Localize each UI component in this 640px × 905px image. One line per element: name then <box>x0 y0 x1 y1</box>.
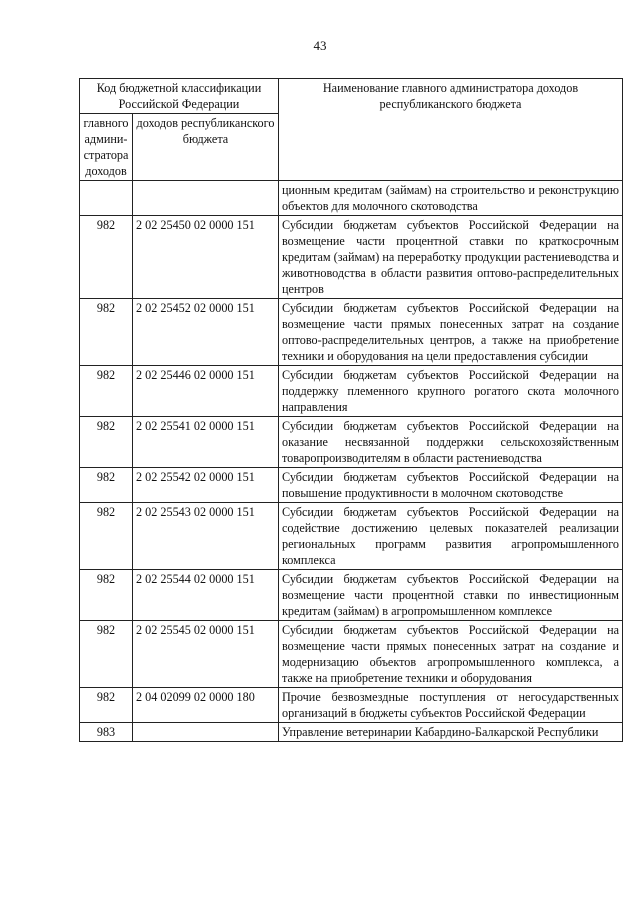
cell-code: 2 02 25542 02 0000 151 <box>133 468 279 503</box>
cell-code: 2 02 25541 02 0000 151 <box>133 417 279 468</box>
cell-admin: 982 <box>80 570 133 621</box>
table-row <box>80 216 623 299</box>
table-row <box>80 503 623 570</box>
cell-code: 2 02 25543 02 0000 151 <box>133 503 279 570</box>
table-row <box>80 621 623 688</box>
cell-admin: 982 <box>80 688 133 723</box>
table-row <box>80 417 623 468</box>
table-row <box>80 366 623 417</box>
header-classification-code: Код бюджетной классификации Российской Федерации <box>80 79 279 114</box>
cell-admin: 982 <box>80 216 133 299</box>
table-row <box>80 468 623 503</box>
cell-admin: 982 <box>80 417 133 468</box>
cell-admin: 982 <box>80 621 133 688</box>
cell-name: Субсидии бюджетам субъектов Российской Федерации на повышение продуктивности в молочном скотоводстве <box>279 468 623 503</box>
cell-admin: 982 <box>80 299 133 366</box>
cell-name: Субсидии бюджетам субъектов Российской Федерации на возмещение части прямых понесенных затрат на создание оптово-распределительных центров, а также на приобретение техники и оборудования на цели предоставления субсидии <box>279 299 623 366</box>
table-header-row <box>80 79 623 114</box>
cell-admin: 982 <box>80 366 133 417</box>
cell-code <box>133 181 279 216</box>
cell-name: ционным кредитам (займам) на строительство и реконструкцию объектов для молочного скотоводства <box>279 181 623 216</box>
header-administrator-name: Наименование главного администратора доходов республиканского бюджета <box>279 79 623 181</box>
cell-name: Субсидии бюджетам субъектов Российской Федерации на содействие достижению целевых показателей реализации региональных программ развития агропромышленного комплекса <box>279 503 623 570</box>
cell-code: 2 02 25544 02 0000 151 <box>133 570 279 621</box>
header-revenue: доходов республиканского бюджета <box>133 114 279 181</box>
cell-admin: 983 <box>80 723 133 742</box>
cell-admin <box>80 181 133 216</box>
header-main-administrator: главного админи-стратора доходов <box>80 114 133 181</box>
table-row <box>80 299 623 366</box>
cell-code: 2 04 02099 02 0000 180 <box>133 688 279 723</box>
cell-code: 2 02 25450 02 0000 151 <box>133 216 279 299</box>
budget-classification-table <box>79 78 623 742</box>
cell-code: 2 02 25452 02 0000 151 <box>133 299 279 366</box>
table-row <box>80 723 623 742</box>
cell-name: Управление ветеринарии Кабардино-Балкарской Республики <box>279 723 623 742</box>
cell-name: Субсидии бюджетам субъектов Российской Федерации на возмещение части процентной ставки по краткосрочным кредитам (займам) на переработку продукции растениеводства и животноводства в области развития оптово-распределительных центров <box>279 216 623 299</box>
cell-name: Субсидии бюджетам субъектов Российской Федерации на возмещение части прямых понесенных затрат на создание и модернизацию объектов агропромышленного комплекса, а также на приобретение техники и оборудования <box>279 621 623 688</box>
cell-admin: 982 <box>80 503 133 570</box>
cell-name: Субсидии бюджетам субъектов Российской Федерации на поддержку племенного крупного рогатого скота молочного направления <box>279 366 623 417</box>
cell-admin: 982 <box>80 468 133 503</box>
cell-name: Прочие безвозмездные поступления от негосударственных организаций в бюджеты субъектов Российской Федерации <box>279 688 623 723</box>
page-number: 43 <box>313 38 327 53</box>
cell-name: Субсидии бюджетам субъектов Российской Федерации на оказание несвязанной поддержки сельскохозяйственным товаропроизводителям в области растениеводства <box>279 417 623 468</box>
cell-code <box>133 723 279 742</box>
cell-code: 2 02 25446 02 0000 151 <box>133 366 279 417</box>
table-row <box>80 688 623 723</box>
table-row <box>80 570 623 621</box>
cell-name: Субсидии бюджетам субъектов Российской Федерации на возмещение части процентной ставки по инвестиционным кредитам (займам) в агропромышленном комплексе <box>279 570 623 621</box>
table-row <box>80 181 623 216</box>
cell-code: 2 02 25545 02 0000 151 <box>133 621 279 688</box>
